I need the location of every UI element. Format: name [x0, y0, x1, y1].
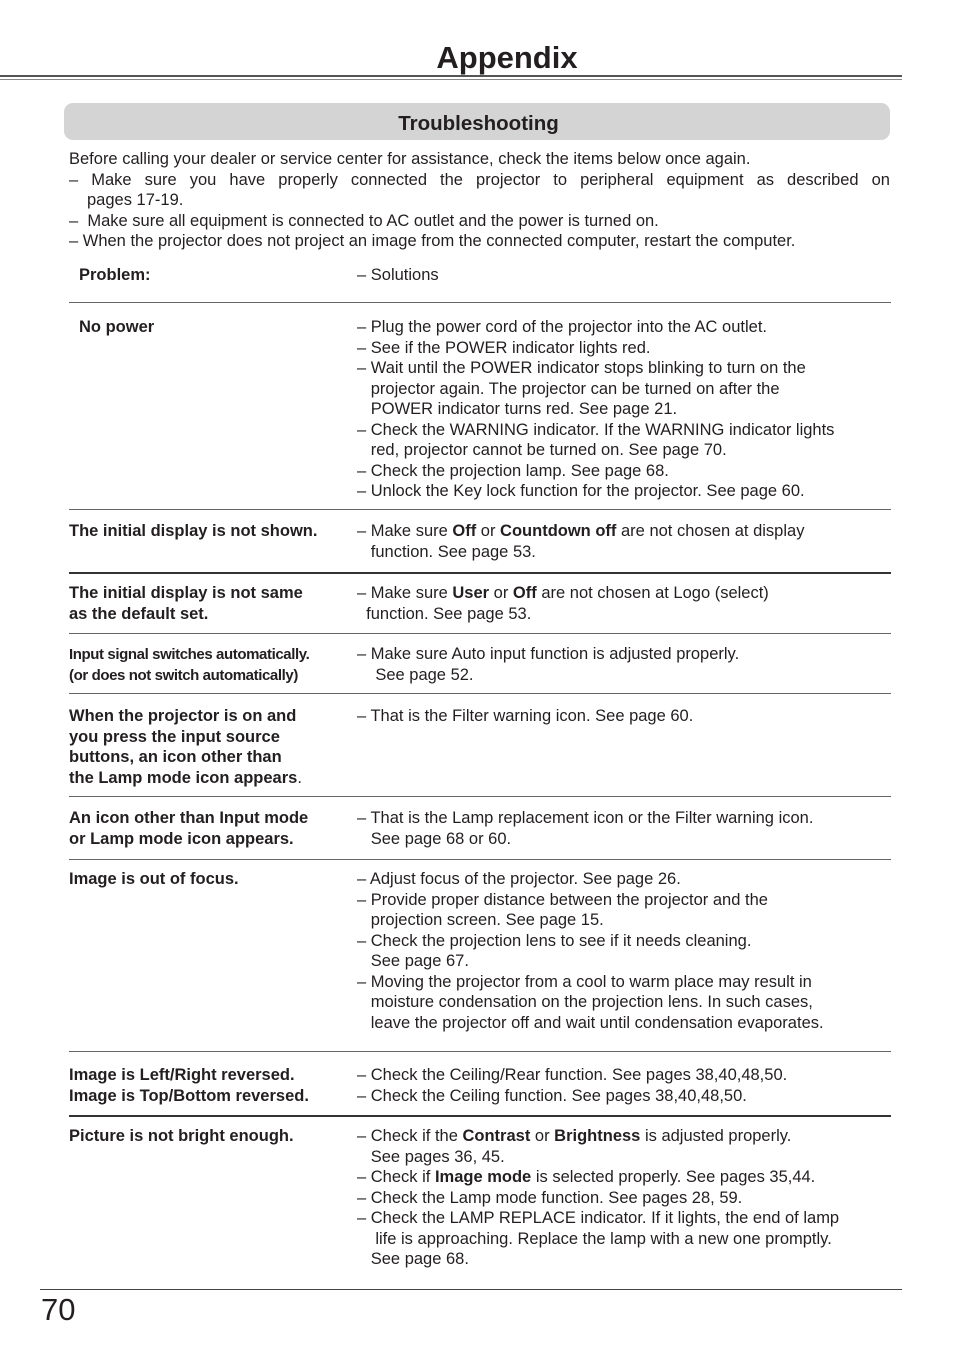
solution-line: leave the projector off and wait until condensation evaporates. — [357, 1013, 824, 1032]
solution-line: – Make sure User or Off are not chosen at Logo (select) — [357, 584, 769, 602]
title-rule — [0, 75, 902, 77]
solution-line: – Check the LAMP REPLACE indicator. If it lights, the end of lamp — [357, 1209, 840, 1227]
table-divider — [69, 859, 891, 860]
problem-text: When the projector is on and you press the input source buttons, an icon other than the Lamp mode icon appears. — [69, 707, 302, 787]
solution-text — [357, 869, 891, 1033]
table-divider — [69, 633, 891, 634]
solution-line: – Check the Lamp mode function. See pages 28, 59. — [357, 1188, 743, 1207]
solution-line: – Check the projection lens to see if it needs cleaning. — [357, 931, 752, 950]
solution-line: – Wait until the POWER indicator stops blinking to turn on the — [357, 359, 806, 377]
solution-line: projection screen. See page 15. — [357, 911, 604, 929]
solution-line: function. See page 53. — [357, 542, 536, 561]
footer-rule — [40, 1289, 902, 1290]
table-divider — [69, 796, 891, 797]
solution-line: See page 67. — [357, 952, 469, 970]
problem-text: Input signal switches automatically. (or does not switch automatically) — [69, 646, 310, 684]
solution-text — [357, 317, 891, 502]
solution-line: See page 68. — [357, 1250, 469, 1268]
solution-text — [357, 808, 891, 849]
solution-line: See pages 36, 45. — [357, 1147, 505, 1166]
solution-line: – Make sure Off or Countdown off are not chosen at display — [357, 522, 805, 540]
intro-bullet-continued: pages 17-19. — [87, 191, 184, 209]
solution-text — [357, 644, 891, 685]
solution-line: – Check the Ceiling function. See pages 38,40,48,50. — [357, 1086, 747, 1105]
table-divider — [69, 572, 891, 574]
solution-text — [357, 521, 891, 562]
page-title: Appendix — [436, 40, 578, 75]
solution-line: projector again. The projector can be turned on after the — [357, 379, 780, 398]
table-divider — [69, 1115, 891, 1117]
title-rule-thin — [0, 79, 902, 80]
solution-line: life is approaching. Replace the lamp with a new one promptly. — [357, 1229, 832, 1248]
solution-line: function. See page 53. — [357, 604, 532, 623]
solution-text — [357, 583, 891, 624]
problem-text: The initial display is not same as the default set. — [69, 584, 303, 623]
solution-line: – Check the WARNING indicator. If the WARNING indicator lights — [357, 420, 835, 439]
problem-text: Image is out of focus. — [69, 870, 239, 888]
solution-text — [357, 706, 891, 727]
solution-line: – Adjust focus of the projector. See page 26. — [357, 870, 681, 888]
solution-text — [357, 1065, 891, 1106]
solution-line: moisture condensation on the projection lens. In such cases, — [357, 993, 813, 1011]
solution-line: – Check the Ceiling/Rear function. See pages 38,40,48,50. — [357, 1066, 788, 1084]
solution-line: – Moving the projector from a cool to warm place may result in — [357, 972, 812, 991]
solution-line: red, projector cannot be turned on. See page 70. — [357, 441, 727, 459]
header-solutions: – Solutions — [357, 266, 439, 284]
intro-bullet: – Make sure you have properly connected the projector to peripheral equipment as described on — [69, 170, 890, 189]
solution-line: See page 52. — [357, 665, 474, 684]
problem-text: Picture is not bright enough. — [69, 1127, 294, 1145]
header-problem: Problem: — [79, 266, 151, 284]
solution-line: – Check if Image mode is selected properly. See pages 35,44. — [357, 1168, 816, 1186]
intro-bullet: – Make sure all equipment is connected to AC outlet and the power is turned on. — [69, 211, 659, 230]
solution-line: – Unlock the Key lock function for the projector. See page 60. — [357, 482, 805, 500]
solution-line: – Provide proper distance between the projector and the — [357, 890, 768, 909]
table-divider — [69, 1051, 891, 1052]
solution-line: POWER indicator turns red. See page 21. — [357, 400, 678, 418]
solution-line: – Check if the Contrast or Brightness is adjusted properly. — [357, 1127, 792, 1145]
table-divider — [69, 509, 891, 510]
solution-line: – That is the Filter warning icon. See page 60. — [357, 707, 694, 725]
solution-line: – Check the projection lamp. See page 68. — [357, 461, 669, 480]
intro-text — [69, 149, 890, 252]
problem-text: An icon other than Input mode or Lamp mode icon appears. — [69, 809, 309, 848]
solution-line: – See if the POWER indicator lights red. — [357, 338, 651, 357]
intro-line: Before calling your dealer or service center for assistance, check the items below once again. — [69, 150, 751, 168]
problem-text: The initial display is not shown. — [69, 522, 318, 540]
section-title: Troubleshooting — [398, 112, 559, 135]
solution-line: – Plug the power cord of the projector into the AC outlet. — [357, 318, 767, 336]
page-number: 70 — [41, 1292, 76, 1327]
solution-line: See page 68 or 60. — [357, 829, 512, 848]
intro-bullet: – When the projector does not project an image from the connected computer, restart the computer. — [69, 232, 796, 250]
table-divider — [69, 302, 891, 303]
problem-text: Image is Left/Right reversed. Image is Top/Bottom reversed. — [69, 1066, 309, 1105]
solution-text — [357, 1126, 891, 1270]
problem-text: No power — [79, 318, 155, 336]
solution-line: – Make sure Auto input function is adjusted properly. — [357, 645, 740, 663]
table-divider — [69, 693, 891, 694]
solution-line: – That is the Lamp replacement icon or the Filter warning icon. — [357, 809, 814, 827]
